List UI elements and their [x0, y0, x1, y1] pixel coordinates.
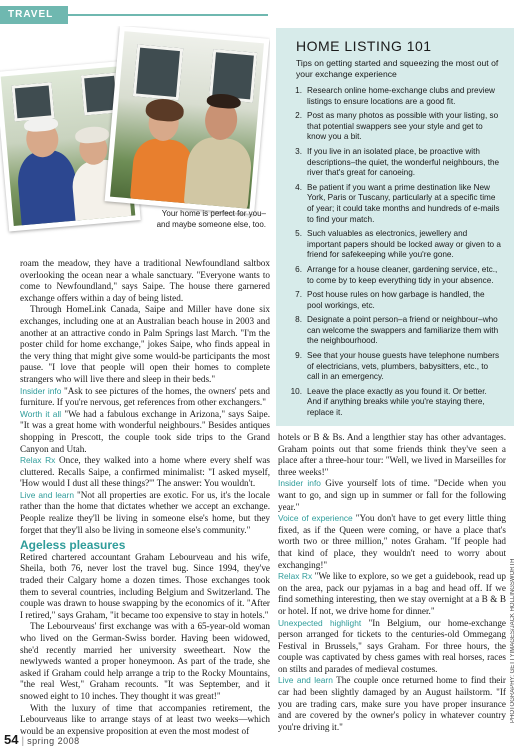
tip-number: 5.: [295, 229, 302, 239]
sidebar-title: HOME LISTING 101: [296, 38, 432, 54]
paragraph-lead: Live and learn: [20, 489, 74, 500]
article-paragraph: [278, 675, 506, 733]
sidebar-tip: [288, 290, 502, 311]
article-left-column: [20, 258, 270, 737]
footer-separator: |: [21, 736, 25, 747]
paragraph-lead: Voice of experience: [278, 513, 353, 524]
tip-number: 10.: [290, 386, 302, 396]
paragraph-text: "You don't have to get every little thing fixed, as if the Queen were coming, or have a place that's worth two or three million," notes Graham. "If people had that kind of place, they wouldn't need to worry about exchanging!": [278, 513, 506, 570]
paragraph-text: With the luxury of time that accompanies retirement, the Lebourveaus like to arrange stays of at least two weeks—which would be an expensive proposition at even the most modest of: [20, 702, 270, 736]
tip-number: 4.: [295, 182, 302, 192]
issue-name: spring 2008: [27, 736, 80, 746]
section-rule: [68, 14, 268, 16]
tip-number: 6.: [295, 264, 302, 274]
article-paragraph: [278, 513, 506, 571]
paragraph-lead: Live and learn: [278, 675, 333, 686]
paragraph-text: "Not all properties are exotic. For us, it's the locale rather than the home that dictates whether we accept an exchange. People realize they'll be living in someone else's home, but they forget that they'll also be living in someone else's community.": [20, 489, 270, 535]
page-number: 54: [4, 732, 19, 747]
paragraph-lead: Insider info: [278, 478, 321, 489]
sidebar-tip: [288, 351, 502, 383]
article-paragraph: [20, 455, 270, 490]
tip-number: 8.: [295, 315, 302, 325]
paragraph-text: "We had a fabulous exchange in Arizona," says Saipe. "It was a great home with wonderful neighbours." Besides antiques shopping in Prescott, the couple took side trips to the Grand Canyon and Utah.: [20, 408, 270, 454]
sidebar-tip: [288, 86, 502, 107]
paragraph-lead: Insider info: [20, 385, 62, 396]
paragraph-text: "Ask to see pictures of the homes, the owners' pets and furniture. If you're nervous, get references from other exchangers.": [20, 385, 271, 408]
article-paragraph: [20, 552, 270, 622]
man-shirt: [15, 149, 80, 226]
home-listing-sidebar: [276, 28, 514, 426]
paragraph-text: The Lebourveaus' first exchange was with a 65-year-old woman who lived on the German-Swiss border. Having been widowed, she'd recently married her university sweetheart. Now the newlyweds wanted a proper honeymoon. As part of the trade, she asked if Graham could help arrange a trip to the Rocky Mountains, "the real West," Graham recounts. "It was September, and it snowed eight to 10 inches. They thought it was great!": [20, 621, 270, 701]
paragraph-text: "In Belgium, our home-exchange person arranged for tickets to the centuries-old Ommegang Festival in Brussels," says Graham. For three hours, the couple was captivated by chess games with real horses, races on stilts and parades of medieval costumes.: [278, 617, 506, 674]
paragraph-lead: Unexpected highlight: [278, 617, 362, 628]
sidebar-tip: [288, 315, 502, 347]
paragraph-text: The couple once returned home to find their car had been slightly damaged by an August hailstorm. "If you are trading cars, make sure you have proper insurance and are covered by the owner's policy in whatever country you're driving it.": [278, 675, 506, 732]
sidebar-tip: [288, 387, 502, 419]
sidebar-intro: Tips on getting started and squeezing the most out of your exchange experience: [296, 58, 499, 79]
tip-number: 3.: [295, 146, 302, 156]
sidebar-tip: [288, 183, 502, 225]
section-label: TRAVEL: [8, 9, 54, 20]
tip-text: See that your house guests have telephone numbers of electricians, vets, plumbers, babysitters, etc., to call in an emergency.: [307, 351, 500, 382]
tip-text: Post as many photos as possible with your listing, so that potential swappers see your style and get to know you a bit.: [307, 111, 499, 142]
article-paragraph: [278, 432, 506, 478]
tip-text: Leave the place exactly as you found it. Or better. And if anything breaks while you're staying there, replace it.: [307, 386, 487, 418]
tip-number: 7.: [295, 290, 302, 300]
sidebar-tip: [288, 147, 502, 179]
article-paragraph: [278, 618, 506, 676]
photo-couple-2: [105, 26, 270, 214]
tip-text: If you live in an isolated place, be proactive with descriptions–the quiet, the wonderful neighbours, the river that's great for canoeing.: [307, 146, 500, 178]
house-window: [133, 44, 183, 100]
photo-caption: [136, 208, 266, 230]
sidebar-tip: [288, 111, 502, 143]
paragraph-text: Through HomeLink Canada, Saipe and Miller have done six exchanges, including one at an Australian beach house in 2003 and another at an attractive condo in Palm Springs last March. "I'm the poster child for home exchange," jokes Saipe, who finds appeal in the very thing that might give some would-be participants the most pause. "I love that people will open their homes to complete strangers who will live there and sleep in their beds.": [20, 304, 270, 384]
paragraph-lead: Relax Rx: [278, 571, 313, 582]
article-subhead: Ageless pleasures: [20, 538, 126, 553]
photo-credit: PHOTOGRAPHY: GETTYIMAGES/JACK HOLLINGSWORTH: [510, 558, 516, 723]
article-paragraph: [20, 304, 270, 385]
sidebar-tip-list: [288, 86, 502, 419]
tip-number: 2.: [295, 111, 302, 121]
tip-number: 9.: [295, 351, 302, 361]
photo-couple-2-image: [110, 31, 264, 209]
article-paragraph: [20, 258, 270, 304]
article-paragraph: [20, 490, 270, 536]
tip-text: Post house rules on how garbage is handled, the pool workings, etc.: [307, 290, 485, 310]
sidebar-tip: [288, 229, 502, 261]
paragraph-text: Once, they walked into a home where every shelf was cluttered. Recalls Saipe, a confirmed minimalist: "I asked myself, 'How would I dust all these things?'" The answer: You wouldn't.: [20, 455, 270, 489]
paragraph-lead: Worth it all: [20, 408, 62, 419]
paragraph-text: Retired chartered accountant Graham Lebourveau and his wife, Sheila, both 76, never lost the travel bug. Since 1994, they've traded their Calgary home a dozen times. Those exchanges took them to several countries, including Belgium and Switzerland. The couple was drawn to house swapping by the economics of it. "After I retired," says Graham, "it became too expensive to stay in hotels.": [20, 551, 270, 620]
article-paragraph: [20, 409, 270, 455]
tip-text: Such valuables as electronics, jewellery and important papers should be locked away or given to a friend for safekeeping while you're gone.: [307, 229, 501, 260]
section-tab: [0, 6, 68, 24]
caption-line: Your home is perfect for you–: [161, 209, 266, 218]
paragraph-text: roam the meadow, they have a traditional Newfoundland saltbox overlooking the ocean near a whale sanctuary. "Everyone wants to come to Newfoundland," says Saipe. The house there garnered exchange offers within a day of being listed.: [20, 258, 270, 303]
paragraph-text: hotels or B & Bs. And a lengthier stay has other advantages. Graham points out that some friends think they've seen a place after a three-hour tour: "Well, we lived in Marseilles for three weeks!": [278, 432, 506, 477]
article-paragraph: [20, 621, 270, 702]
tip-text: Arrange for a house cleaner, gardening service, etc., to come by to keep everything tidy in your absence.: [307, 264, 498, 285]
article-paragraph: [278, 571, 506, 617]
tip-text: Be patient if you want a prime destination like New York, Paris or Tuscany, particularly at a specific time of year; it could take months and hundreds of e-mails to find your match.: [307, 182, 500, 224]
tip-number: 1.: [295, 86, 302, 95]
article-paragraph: [20, 386, 270, 409]
paragraph-text: "We like to explore, so we get a guidebook, read up on the area, pack our pyjamas in a bag and head off. If we find something interesting, then we stay overnight at a B & B or hotel. If not, we drive home for dinner.": [278, 571, 506, 616]
article-paragraph: [278, 478, 506, 513]
page-footer: [4, 731, 80, 749]
article-right-column: [278, 432, 506, 733]
house-window: [12, 82, 55, 121]
tip-text: Designate a point person–a friend or neighbour–who can welcome the swappers and familiarize them with the neighbourhood.: [307, 315, 499, 346]
man-shirt: [183, 135, 253, 208]
paragraph-lead: Relax Rx: [20, 455, 56, 466]
caption-line: and maybe someone else, too.: [156, 220, 266, 229]
paragraph-text: Give yourself lots of time. "Decide when you want to go, and sign up in summer or fall for the following year.": [278, 478, 507, 512]
sidebar-tip: [288, 265, 502, 286]
tip-text: Research online home-exchange clubs and preview listings to ensure locations are a good fit.: [307, 86, 495, 106]
